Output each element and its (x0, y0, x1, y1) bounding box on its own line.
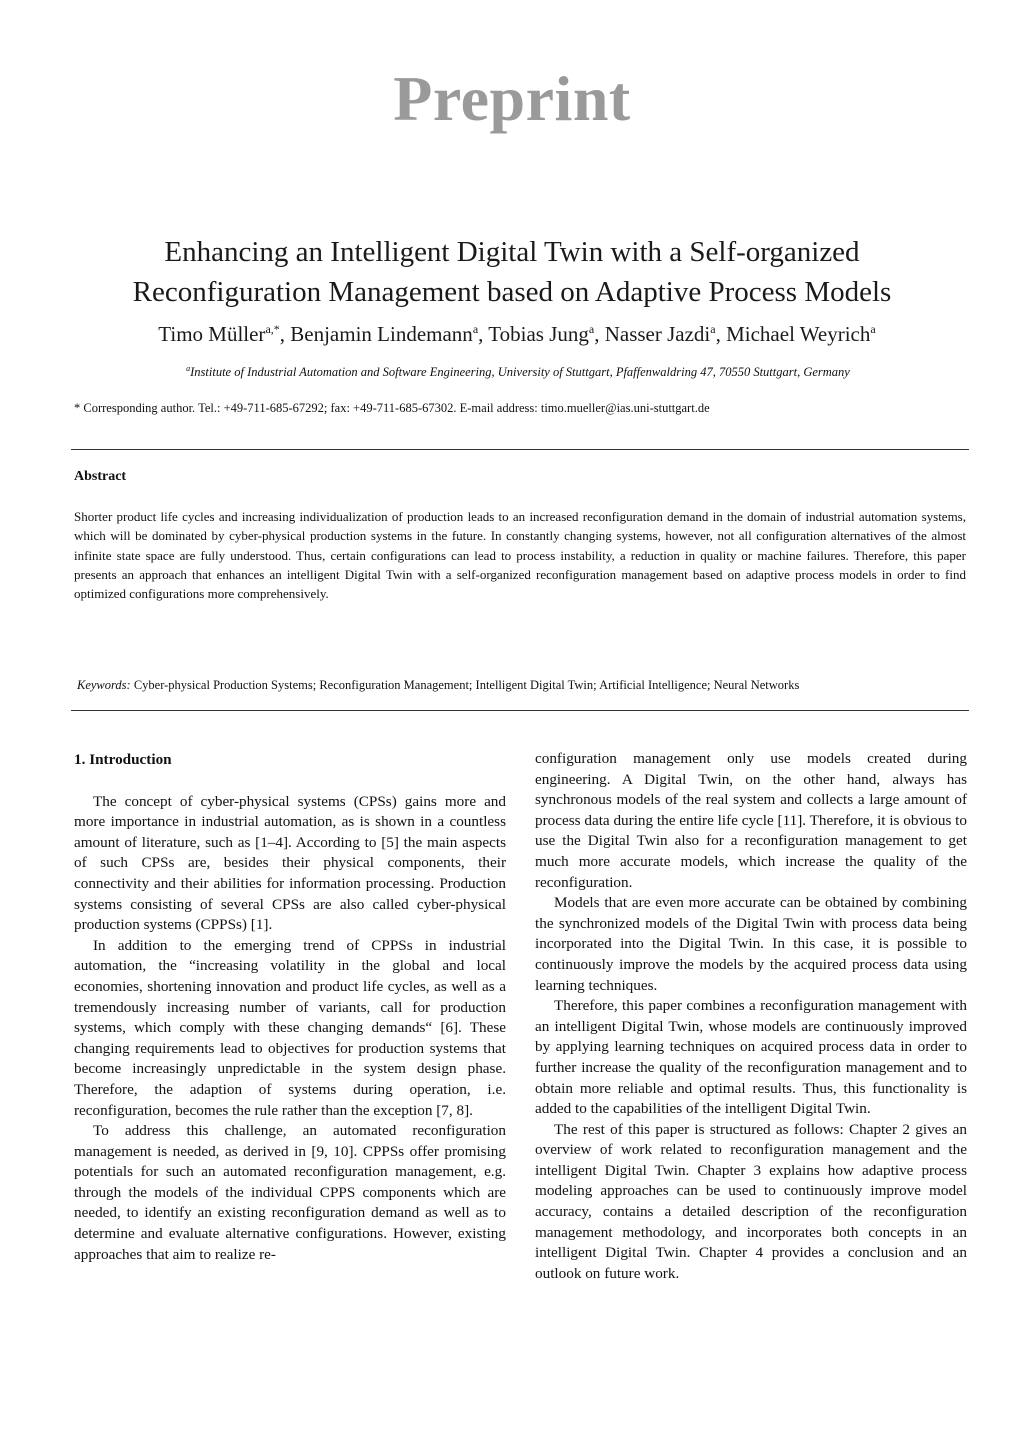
author-affiliation-mark: a (588, 322, 595, 336)
abstract-bottom-rule (71, 710, 969, 711)
body-paragraph: To address this challenge, an automated reconfiguration management is needed, as derived in [9, 10]. CPPSs offer promising potentials for such an automated reconfiguration management, e.g. through the models of the individual CPPS components which are needed, to identify an existing reconfiguration demand as well as to determine and evaluate alternative configurations. However, existing approaches that aim to realize re- (74, 1122, 506, 1263)
body-paragraph: In addition to the emerging trend of CPPSs in industrial automation, the “increasing volatility in the global and local economies, shortening innovation and product life cycles, as well as a tremendously increasing number of variants, call for production systems, which comply with these changing demands“ [6]. These changing requirements lead to objectives for production systems that become increasingly unpredictable in the system design phase. Therefore, the adaption of systems during operation, i.e. reconfiguration, becomes the rule rather than the exception [7, 8]. (74, 936, 506, 1119)
author-name: Nasser Jazdi (604, 322, 711, 346)
keywords-label: Keywords: (77, 678, 131, 692)
title-line-1: Enhancing an Intelligent Digital Twin with a Self-organized (164, 236, 860, 268)
body-paragraph: The rest of this paper is structured as follows: Chapter 2 gives an overview of work related to reconfiguration management and the intelligent Digital Twin. Chapter 3 explains how adaptive process modeling approaches can be used to continuously improve model accuracy, contains a detailed description of the reconfiguration management methodology, and incorporates both concepts in an intelligent Digital Twin. Chapter 4 provides a conclusion and an outlook on future work. (535, 1120, 967, 1282)
section-heading-introduction: 1. Introduction (74, 751, 172, 768)
keywords-text: Cyber-physical Production Systems; Reconfiguration Management; Intelligent Digital Twin; Artificial Intelligence; Neural Networks (130, 678, 800, 692)
abstract-top-rule (71, 449, 969, 450)
author-list: Timo Müller$^{a,*}$, Benjamin Lindemann$^a$, Tobias Jung$^a$, Nasser Jazdi$^a$, Michael Weyrich$^a$ (158, 322, 876, 346)
author-affiliation-mark: a (870, 322, 876, 336)
body-paragraph: The concept of cyber-physical systems (CPSs) gains more and more importance in industrial automation, as is shown in a countless amount of literature, such as [1–4]. According to [5] the main aspects of such CPSs are, besides their physical components, their connectivity and their abilities for information processing. Production systems consisting of several CPSs are also called cyber-physical production systems (CPPSs) [1]. (74, 792, 506, 934)
author-name: Benjamin Lindemann (290, 322, 473, 346)
paper-title (0, 232, 1024, 312)
abstract-heading: Abstract (74, 469, 127, 484)
author-affiliation-mark: a (472, 322, 479, 336)
author-affiliation-mark: a,* (265, 322, 280, 336)
right-column (535, 749, 967, 1284)
author-name: Tobias Jung (488, 322, 589, 346)
body-paragraph-continued: configuration management only use models created during engineering. A Digital Twin, on the other hand, always has synchronous models of the real system and collects a large amount of process data during the entire life cycle [11]. Therefore, it is obvious to use the Digital Twin also for a reconfiguration management to get much more accurate models, which increase the quality of the reconfiguration. (535, 750, 967, 891)
title-line-2: Reconfiguration Management based on Adaptive Process Models (132, 276, 892, 308)
corresponding-author-note: * Corresponding author. Tel.: +49-711-685-67292; fax: +49-711-685-67302. E-mail address: timo.mueller@ias.uni-stuttgart.de (74, 401, 710, 415)
affiliation-mark: a (186, 364, 191, 373)
body-paragraph: Therefore, this paper combines a reconfiguration management with an intelligent Digital Twin, whose models are continuously improved by applying learning techniques on acquired process data in order to further increase the quality of the reconfiguration management and to obtain more reliable and optimal results. Thus, this functionality is added to the capabilities of the intelligent Digital Twin. (535, 997, 967, 1118)
author-name: Michael Weyrich (726, 322, 871, 346)
affiliation (0, 365, 1024, 380)
abstract-text: Shorter product life cycles and increasing individualization of production leads to an increased reconfiguration demand in the domain of industrial automation systems, which will be dominated by cyber-physical production systems in the future. In constantly changing systems, however, not all configuration alternatives of the almost infinite state space are fully understood. Thus, certain configurations can lead to process instability, a reduction in quality or machine failures. Therefore, this paper presents an approach that enhances an intelligent Digital Twin with a self-organized reconfiguration management based on adaptive process models in order to find optimized configurations more comprehensively. (74, 509, 966, 602)
body-paragraph: Models that are even more accurate can be obtained by combining the synchronized models of the Digital Twin with process data being incorporated into the Digital Twin. In this case, it is possible to continuously improve the models by the acquired process data using learning techniques. (535, 894, 967, 994)
affiliation-text: Institute of Industrial Automation and Software Engineering, University of Stuttgart, Pfaffenwaldring 47, 70550 Stuttgart, Germany (190, 365, 850, 379)
preprint-watermark: Preprint (393, 63, 631, 134)
author-affiliation-mark: a (710, 322, 716, 336)
keywords (77, 678, 799, 693)
left-column (74, 750, 506, 1265)
author-name: Timo Müller (158, 322, 266, 346)
